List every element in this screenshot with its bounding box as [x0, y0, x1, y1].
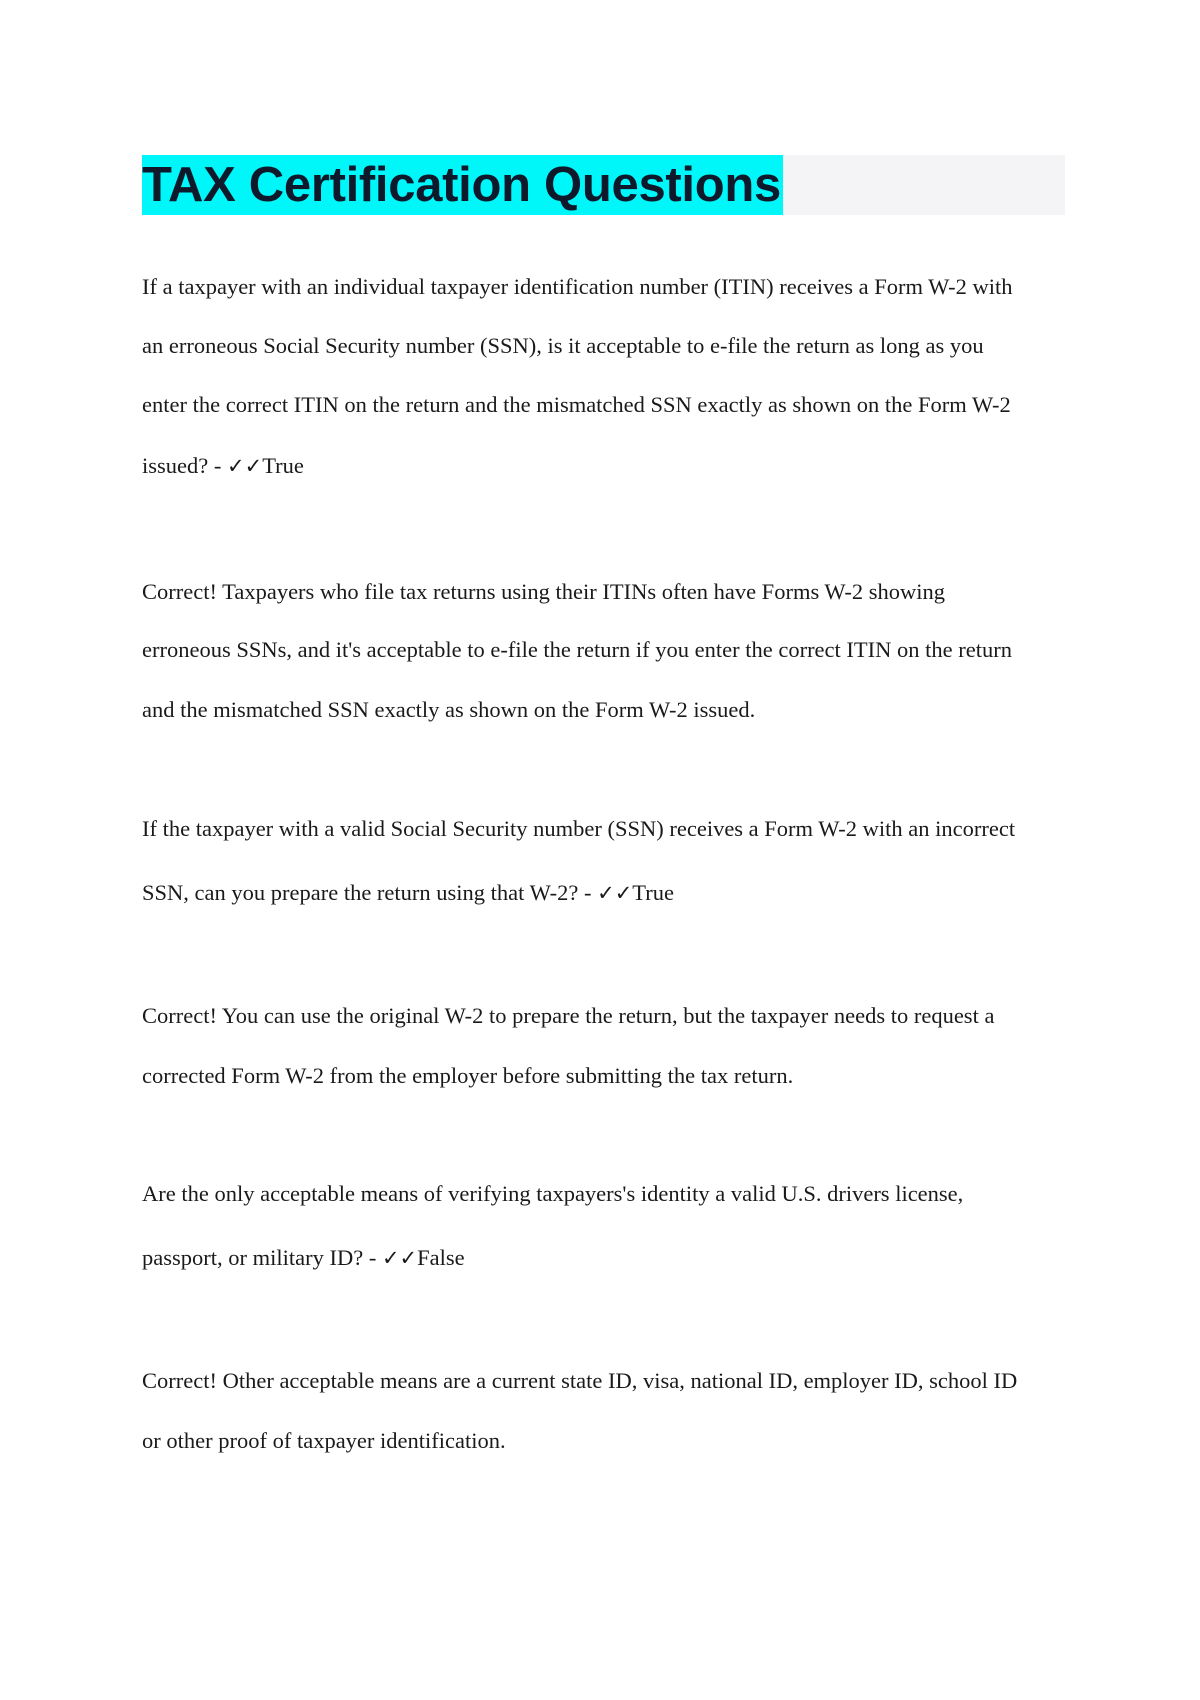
question-2-line-1: If the taxpayer with a valid Social Security number (SSN) receives a Form W-2 with an incorrect	[142, 816, 1016, 841]
explanation-3-line-1: Correct! Other acceptable means are a current state ID, visa, national ID, employer ID, school ID	[142, 1368, 1018, 1393]
explanation-1-line-1: Correct! Taxpayers who file tax returns using their ITINs often have Forms W-2 showing	[142, 579, 946, 604]
explanation-2-line-1: Correct! You can use the original W-2 to prepare the return, but the taxpayer needs to request a	[142, 1003, 995, 1028]
question-2-line-2	[142, 880, 674, 906]
explanation-3-line-2: or other proof of taxpayer identification.	[142, 1428, 506, 1453]
page-title: TAX Certification Questions	[142, 155, 783, 215]
check-mark-icon: ✓✓	[597, 881, 633, 905]
question-1-line-4	[142, 453, 304, 479]
question-3-line-1: Are the only acceptable means of verifying taxpayers's identity a valid U.S. drivers license,	[142, 1181, 964, 1206]
answer-2: True	[632, 880, 674, 905]
question-1-line-1: If a taxpayer with an individual taxpayer identification number (ITIN) receives a Form W-2 with	[142, 274, 1013, 299]
explanation-2-line-2: corrected Form W-2 from the employer before submitting the tax return.	[142, 1063, 794, 1088]
check-mark-icon: ✓✓	[381, 1246, 418, 1270]
question-3-line-2	[142, 1245, 465, 1271]
check-mark-icon: ✓✓	[226, 454, 263, 478]
question-1-line-4-text: issued? -	[142, 453, 222, 478]
question-3-line-2-text: passport, or military ID? -	[142, 1245, 377, 1270]
question-1-line-2: an erroneous Social Security number (SSN), is it acceptable to e-file the return as long as you	[142, 333, 984, 358]
explanation-1-line-3: and the mismatched SSN exactly as shown on the Form W-2 issued.	[142, 697, 756, 722]
question-2-line-2-text: SSN, can you prepare the return using that W-2? -	[142, 880, 592, 905]
explanation-1-line-2: erroneous SSNs, and it's acceptable to e-file the return if you enter the correct ITIN on the return	[142, 637, 1012, 662]
question-1-line-3: enter the correct ITIN on the return and the mismatched SSN exactly as shown on the Form W-2	[142, 392, 1011, 417]
answer-3: False	[417, 1245, 465, 1270]
answer-1: True	[262, 453, 304, 478]
